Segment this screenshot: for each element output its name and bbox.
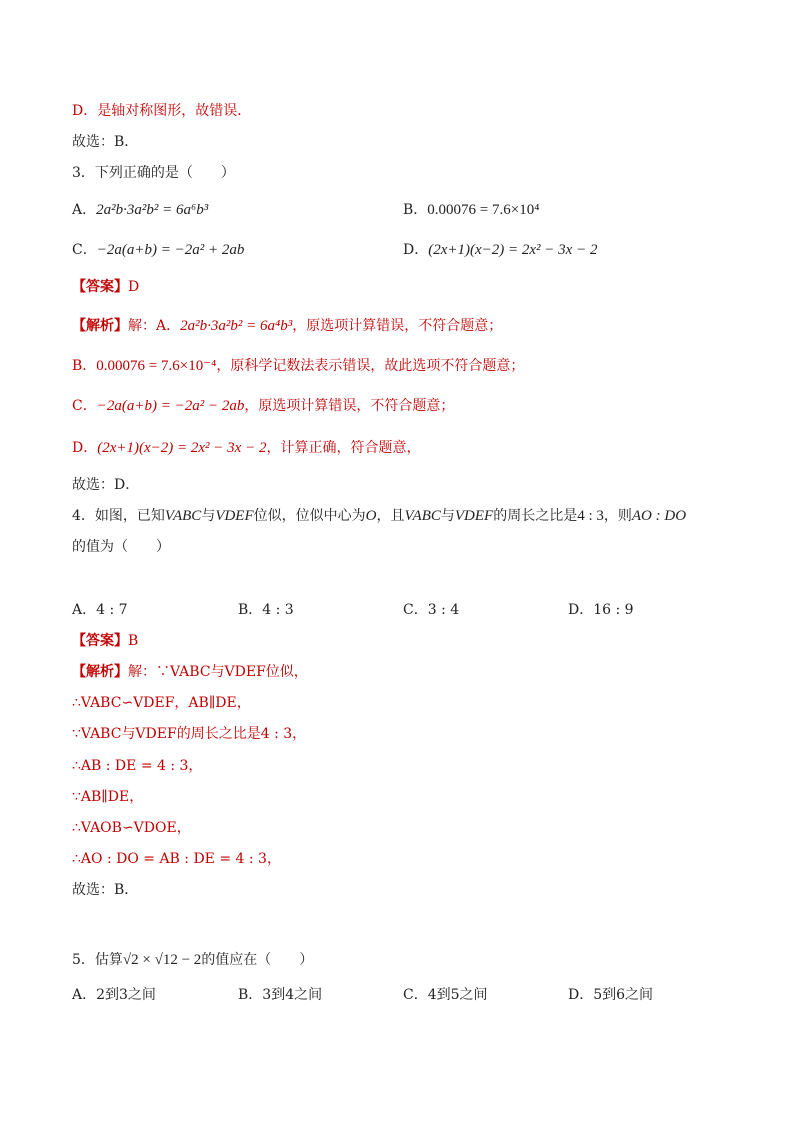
prev-option-d-analysis: D．是轴对称图形，故错误． xyxy=(72,103,252,119)
q4-analysis-step-5: ∵AB∥DE， xyxy=(72,789,144,805)
q3-option-c: C．−2a(a+b) = −2a² + 2ab xyxy=(72,242,245,258)
q3-analysis-c: C．−2a(a+b) = −2a² − 2ab，原选项计算错误，不符合题意； xyxy=(72,398,455,414)
q3-analysis-b: B．0.00076 = 7.6×10⁻⁴，原科学记数法表示错误，故此选项不符合题意； xyxy=(72,358,525,374)
prev-choose-line: 故选：B． xyxy=(72,134,139,150)
q3-answer: 【答案】D xyxy=(72,279,140,295)
q4-analysis-step-1: 【解析】解：∵VABC与VDEF位似， xyxy=(72,664,308,680)
q4-option-d: D．16 : 9 xyxy=(568,602,634,618)
q4-analysis-step-6: ∴VAOB∽VDOE， xyxy=(72,820,191,836)
q5-stem: 5．估算√2 × √12 − 2的值应在（ ） xyxy=(72,952,314,968)
q4-analysis-step-7: ∴AO : DO = AB : DE = 4 : 3， xyxy=(72,851,281,867)
q4-option-c: C．3 : 4 xyxy=(403,602,460,618)
q3-analysis-d: D．(2x+1)(x−2) = 2x² − 3x − 2，计算正确，符合题意， xyxy=(72,440,421,456)
q3-choose-line: 故选：D． xyxy=(72,477,140,493)
q5-option-c: C．4到5之间 xyxy=(403,987,488,1003)
q5-expression: √2 × √12 − 2 xyxy=(122,952,202,968)
q5-option-b: B．3到4之间 xyxy=(238,987,323,1003)
q3-option-b: B．0.00076 = 7.6×10⁴ xyxy=(403,202,540,218)
q3-stem: 3．下列正确的是（ ） xyxy=(72,165,235,181)
q5-option-d: D．5到6之间 xyxy=(568,987,654,1003)
q4-analysis-step-4: ∴AB : DE = 4 : 3， xyxy=(72,758,203,774)
q4-stem-line2: 的值为（ ） xyxy=(72,539,170,555)
q4-choose-line: 故选：B． xyxy=(72,882,139,898)
q4-option-b: B．4 : 3 xyxy=(238,602,294,618)
q4-analysis-step-3: ∵VABC与VDEF的周长之比是4 : 3， xyxy=(72,726,307,742)
q5-option-a: A．2到3之间 xyxy=(72,987,156,1003)
q3-option-d: D．(2x+1)(x−2) = 2x² − 3x − 2 xyxy=(403,242,598,258)
q4-analysis-step-2: ∴VABC∽VDEF，AB∥DE， xyxy=(72,695,251,711)
q4-stem-line1: 4．如图，已知VABC与VDEF位似，位似中心为O，且VABC与VDEF的周长之比是4 : 3，则AO : DO xyxy=(72,508,687,524)
q4-answer: 【答案】B xyxy=(72,633,139,649)
q3-analysis-a: 【解析】解：A．2a²b·3a²b² = 6a⁴b³，原选项计算错误，不符合题意； xyxy=(72,318,503,334)
q3-option-a: A．2a²b·3a²b² = 6a⁶b³ xyxy=(72,202,209,218)
q4-option-a: A．4 : 7 xyxy=(72,602,128,618)
